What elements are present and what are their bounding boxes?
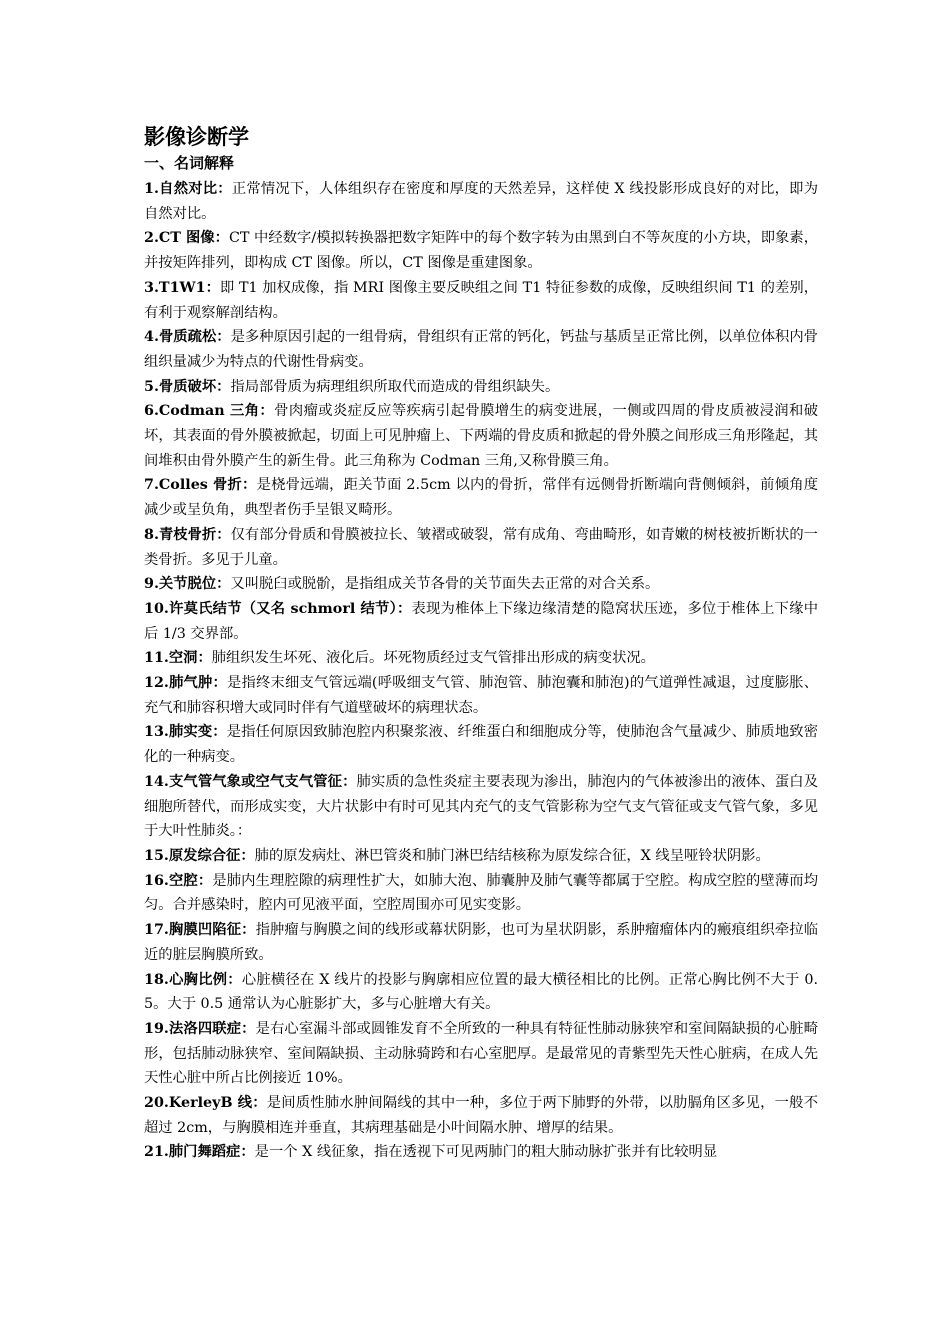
entry-term: 7.Colles 骨折： [144,477,257,494]
definition-entry [144,325,818,374]
entry-text: 是指终末细支气管远端(呼吸细支气管、肺泡管、肺泡囊和肺泡)的气道弹性减退，过度膨胀、充气和肺容积增大或同时伴有气道壁破坏的病理状态。 [144,675,818,716]
entry-term: 12.肺气肿： [144,675,228,692]
entry-text: 是右心室漏斗部或圆锥发育不全所致的一种具有特征性肺动脉狭窄和室间隔缺损的心脏畸形，包括肺动脉狭窄、室间隔缺损、主动脉骑跨和右心室肥厚。是最常见的青紫型先天性心脏病，在成人先天性心脏中所占比例接近 10%。 [144,1020,819,1087]
definition-entry [144,671,818,720]
definition-entry [144,523,818,572]
entry-text: 是肺内生理腔隙的病理性扩大，如肺大泡、肺囊肿及肺气囊等都属于空腔。构成空腔的壁薄而均匀。合并感染时，腔内可见液平面，空腔周围亦可见实变影。 [144,872,818,914]
entry-text: 正常情况下，人体组织存在密度和厚度的天然差异，这样使 X 线投影形成良好的对比，即为自然对比。 [144,181,818,222]
entry-text: 是间质性肺水肿间隔线的其中一种，多位于两下肺野的外带，以肋膈角区多见，一般不超过 2cm，与胸膜相连并垂直，其病理基础是小叶间隔水肿、增厚的结果。 [144,1095,818,1136]
entry-text: 是多种原因引起的一组骨病，骨组织有正常的钙化，钙盐与基质呈正常比例，以单位体积内骨组织量减少为特点的代谢性骨病变。 [144,329,818,370]
entry-term: 9.关节脱位： [144,576,231,593]
entry-text: 是桡骨远端，距关节面 2.5cm 以内的骨折，常伴有远侧骨折断端向背侧倾斜，前倾角度减少或呈负角，典型者伤手呈银叉畸形。 [144,477,819,519]
entry-text: 指肿瘤与胸膜之间的线形或幕状阴影，也可为星状阴影，系肿瘤瘤体内的瘢痕组织牵拉临近的脏层胸膜所致。 [144,922,819,963]
entry-text: 表现为椎体上下缘边缘清楚的隐窝状压迹，多位于椎体上下缘中后 1/3 交界部。 [144,600,819,642]
definition-entry [144,1140,818,1165]
entry-term: 18.心胸比例： [144,971,242,988]
entry-term: 14.支气管气象或空气支气管征： [144,773,357,790]
definition-entry [144,770,818,844]
definition-entry [144,226,818,275]
entry-term: 10.许莫氏结节（又名 schmorl 结节）： [144,600,412,617]
document-title: 影像诊断学 [144,125,249,149]
definition-entry [144,597,818,646]
entry-term: 3.T1W1： [144,279,220,296]
entry-term: 4.骨质疏松： [144,329,231,346]
document-page [144,122,818,1165]
entry-text: 是指任何原因致肺泡腔内积聚浆液、纤维蛋白和细胞成分等，使肺泡含气量减少、肺质地致密化的一种病变。 [144,724,818,766]
entry-text: 仅有部分骨质和骨膜被拉长、皱褶或破裂，常有成角、弯曲畸形，如青嫩的树枝被折断状的一类骨折。多见于儿童。 [144,526,818,568]
entry-text: 肺的原发病灶、淋巴管炎和肺门淋巴结结核称为原发综合征，X 线呈哑铃状阴影。 [254,847,770,864]
entry-term: 11.空洞： [144,650,212,667]
entry-text: 又叫脱臼或脱骱，是指组成关节各骨的关节面失去正常的对合关系。 [230,576,660,593]
definition-entry [144,844,818,869]
definition-entry [144,177,818,226]
entry-term: 15.原发综合征： [144,847,255,864]
definition-entry [144,720,818,769]
definition-entry [144,375,818,400]
definition-entry [144,869,818,918]
definition-entry [144,1017,818,1091]
entry-term: 13.肺实变： [144,724,227,741]
entry-text: 指局部骨质为病理组织所取代而造成的骨组织缺失。 [230,378,560,395]
entry-text: 肺实质的急性炎症主要表现为渗出，肺泡内的气体被渗出的液体、蛋白及细胞所替代，而形成实变，大片状影中有时可见其内充气的支气管影称为空气支气管征或支气管气象，多见于大叶性肺炎。： [144,773,818,840]
entry-term: 8.青枝骨折： [144,526,231,543]
entry-term: 2.CT 图像： [144,230,229,247]
definition-entry [144,968,818,1017]
definition-entry [144,572,818,597]
entry-term: 5.骨质破坏： [144,378,231,395]
entry-term: 1.自然对比： [144,181,232,197]
definition-entry [144,473,818,522]
definition-entry [144,646,818,671]
entry-text: 心脏横径在 X 线片的投影与胸廓相应位置的最大横径相比的比例。正常心胸比例不大于 0.5。大于 0.5 通常认为心脏影扩大，多与心脏增大有关。 [144,971,819,1013]
entry-text: 即 T1 加权成像，指 MRI 图像主要反映组之间 T1 特征参数的成像，反映组织间 T1 的差别，有利于观察解剖结构。 [144,279,818,321]
entry-term: 17.胸膜凹陷征： [144,922,256,939]
entry-term: 19.法洛四联症： [144,1020,256,1037]
definition-entry [144,399,818,473]
entry-term: 16.空腔： [144,872,213,889]
entry-term: 6.Codman 三角： [144,403,275,420]
entry-text: 骨肉瘤或炎症反应等疾病引起骨膜增生的病变进展，一侧或四周的骨皮质被浸润和破坏，其表面的骨外膜被掀起，切面上可见肿瘤上、下两端的骨皮质和掀起的骨外膜之间形成三角形隆起，其间堆积由骨外膜产生的新生骨。此三角称为 Codman 三角,又称骨膜三角。 [144,403,819,469]
section-heading: 一、名词解释 [144,154,235,172]
entry-text: 肺组织发生坏死、液化后。坏死物质经过支气管排出形成的病变状况。 [211,650,655,667]
entry-text: CT 中经数字/模拟转换器把数字矩阵中的每个数字转为由黑到白不等灰度的小方块，即象素，并按矩阵排列，即构成 CT 图像。所以，CT 图像是重建图象。 [144,230,818,272]
entry-text: 是一个 X 线征象，指在透视下可见两肺门的粗大肺动脉扩张并有比较明显 [254,1144,718,1161]
entry-term: 20.KerleyB 线： [144,1095,267,1112]
entry-term: 21.肺门舞蹈症： [144,1144,255,1161]
definition-entry [144,276,818,325]
definition-entry [144,918,818,967]
definition-entry [144,1091,818,1140]
